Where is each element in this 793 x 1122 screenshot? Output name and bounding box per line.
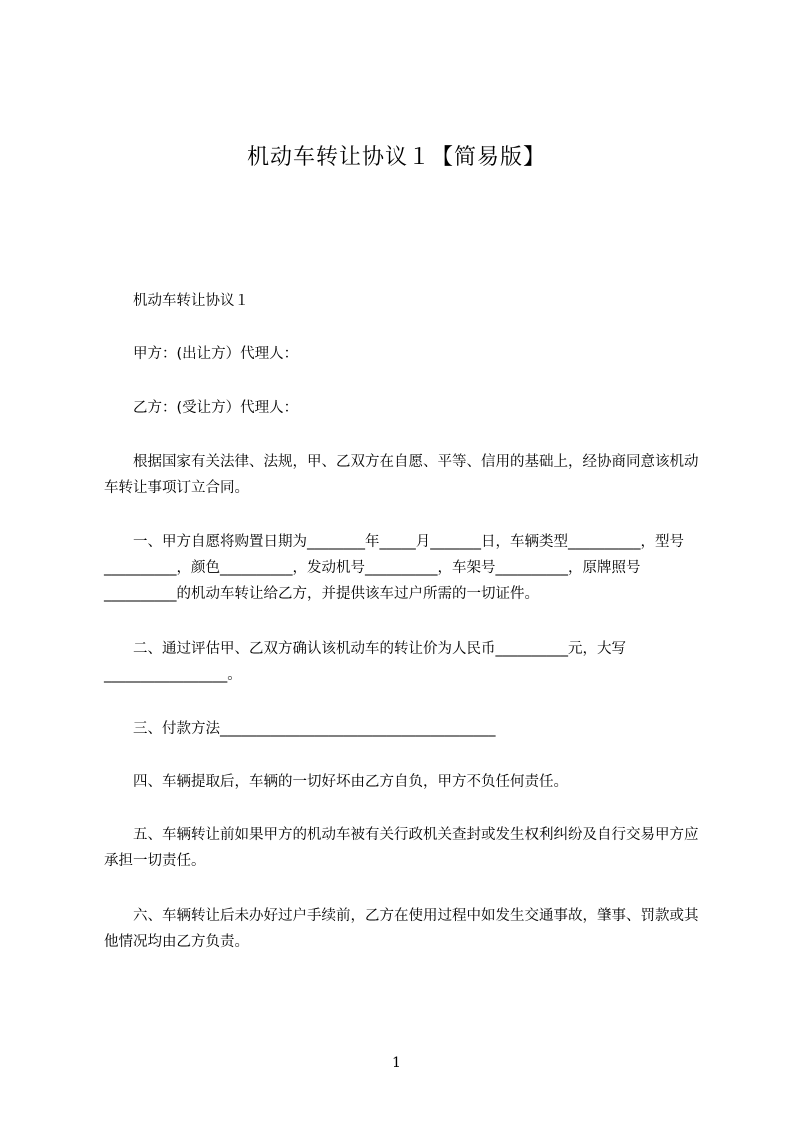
paragraph-party-b: 乙方：(受让方）代理人： [104, 400, 299, 416]
document-title: 机动车转让协议１【简易版】 [246, 145, 546, 170]
paragraph-clause-1: 一、甲方自愿将购置日期为________年_____月_______日，车辆类型__________，型号__________，颜色__________，发动机号__________，车架号__________，原牌照号__________的机动车转让给乙方，并提供该车过户所需的一切证件。 [104, 534, 684, 602]
paragraph-clause-5: 五、车辆转让前如果甲方的机动车被有关行政机关查封或发生权利纠纷及自行交易甲方应承担一切责任。 [104, 827, 699, 869]
paragraph-preamble: 根据国家有关法律、法规，甲、乙双方在自愿、平等、信用的基础上，经协商同意该机动车转让事项订立合同。 [104, 454, 699, 496]
paragraph-party-a: 甲方：(出让方）代理人： [104, 346, 299, 362]
paragraph-clause-4: 四、车辆提取后，车辆的一切好坏由乙方自负，甲方不负任何责任。 [104, 774, 568, 790]
paragraph-clause-2: 二、通过评估甲、乙双方确认该机动车的转让价为人民币__________元，大写_________________。 [104, 641, 626, 683]
paragraph-clause-3: 三、付款方法______________________________________ [104, 721, 496, 737]
paragraph-heading: 机动车转让协议１ [104, 293, 249, 309]
paragraph-clause-6: 六、车辆转让后未办好过户手续前，乙方在使用过程中如发生交通事故，肇事、罚款或其他情况均由乙方负责。 [104, 908, 699, 950]
page-number: 1 [392, 1055, 401, 1071]
